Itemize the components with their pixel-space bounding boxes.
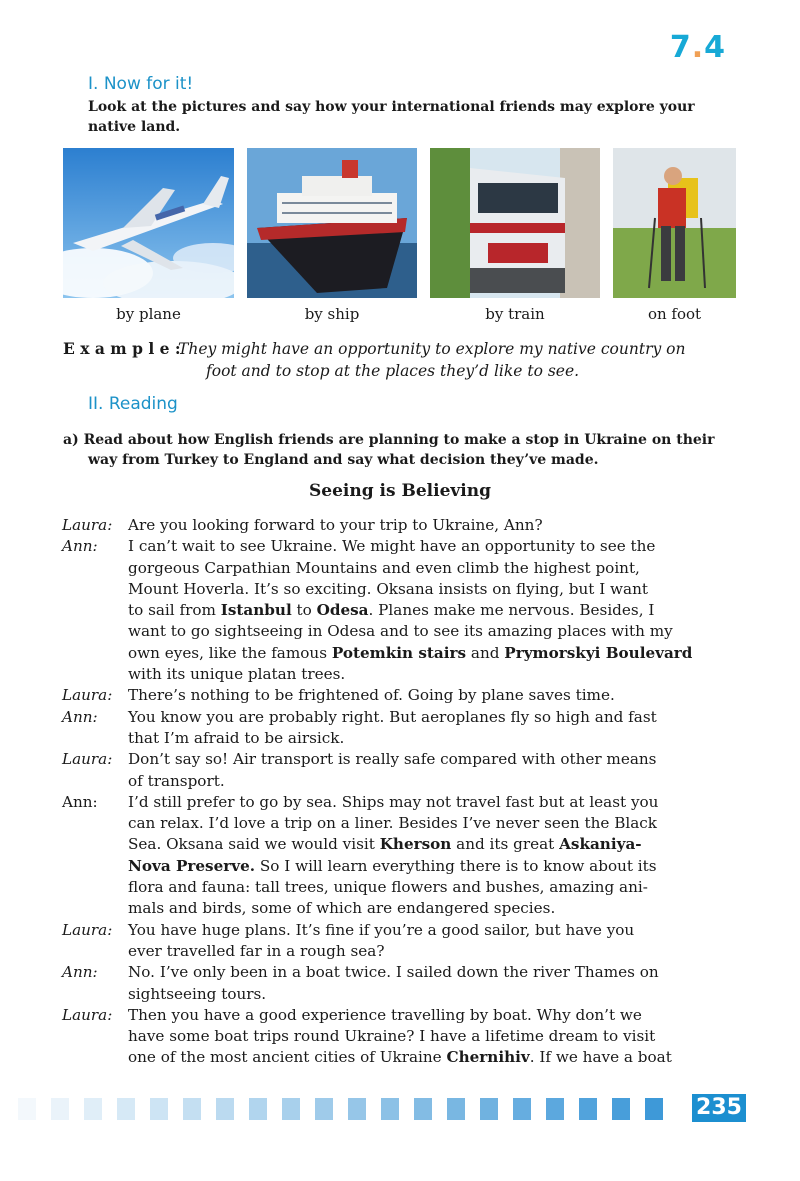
line-text: and [466, 643, 505, 662]
ship-photo [247, 148, 417, 298]
dialogue-line [62, 898, 738, 919]
line-text: Don’t say so! Air transport is really safe compared with other means [128, 750, 657, 769]
place-nova-preserve: Nova Preserve. [128, 856, 256, 875]
unit-marker: 7.4 [669, 30, 726, 65]
hiker-photo [613, 148, 736, 298]
example-line-2: foot and to stop at the places they’d like to see. [206, 362, 580, 380]
example-line-1: They might have an opportunity to explore my native country on [178, 340, 686, 358]
speaker-ann: Ann: [62, 537, 98, 556]
dialogue [62, 515, 738, 1069]
dialogue-line [62, 579, 738, 600]
footer-decoration [18, 1098, 688, 1120]
dialogue-line [62, 984, 738, 1005]
dialogue-line [62, 643, 738, 664]
line-text: You know you are probably right. But aeroplanes fly so high and fast [128, 707, 657, 726]
line-text: No. I’ve only been in a boat twice. I sailed down the river Thames on [128, 963, 659, 982]
caption-on-foot: on foot [647, 305, 702, 323]
line-text: and its great [451, 835, 560, 854]
dialogue-line [62, 920, 738, 941]
line-text: of transport. [128, 771, 225, 790]
dialogue-line [62, 1047, 738, 1068]
dialogue-line [62, 536, 738, 557]
line-text: can relax. I’d love a trip on a liner. Besides I’ve never seen the Black [128, 814, 657, 833]
speaker-laura: Laura: [62, 516, 113, 534]
dialogue-line [62, 707, 738, 728]
speaker-ann: Ann: [62, 707, 98, 726]
dialogue-line [62, 792, 738, 813]
speaker-laura: Laura: [62, 686, 113, 705]
dialogue-title: Seeing is Believing [309, 481, 491, 501]
line-text: to [291, 601, 317, 620]
line-text: There’s nothing to be frightened of. Going by plane saves time. [128, 686, 615, 705]
unit-sub: 4 [704, 30, 726, 65]
dialogue-line [62, 621, 738, 642]
line-text: So I will learn everything there is to know about its [255, 856, 657, 875]
dialogue-line [62, 728, 738, 749]
line-text: one of the most ancient cities of Ukraine [128, 1048, 447, 1067]
line-text: Sea. Oksana said we would visit [128, 835, 380, 854]
line-text: flora and fauna: tall trees, unique flowers and bushes, amazing ani- [128, 878, 648, 897]
line-text: gorgeous Carpathian Mountains and even climb the highest point, [128, 558, 640, 577]
line-text: ever travelled far in a rough sea? [128, 941, 385, 960]
dialogue-line [62, 771, 738, 792]
caption-by-train: by train [485, 305, 545, 323]
line-text: Mount Hoverla. It’s so exciting. Oksana insists on flying, but I want [128, 579, 648, 598]
line-text: . If we have a boat [529, 1048, 672, 1067]
plane-photo [63, 148, 234, 298]
dialogue-line [62, 877, 738, 898]
dialogue-line [62, 749, 738, 770]
line-text: own eyes, like the famous [128, 643, 332, 662]
dialogue-line [62, 515, 738, 536]
line-text: sightseeing tours. [128, 984, 267, 1003]
page-number: 235 [692, 1094, 746, 1122]
dialogue-line [62, 962, 738, 983]
dialogue-line [62, 941, 738, 962]
dialogue-line [62, 834, 738, 855]
dialogue-line [62, 1005, 738, 1026]
place-istanbul: Istanbul [220, 601, 292, 620]
dialogue-line [62, 558, 738, 579]
section1-instruction: Look at the pictures and say how your international friends may explore your native land. [88, 99, 695, 135]
caption-by-plane: by plane [116, 305, 181, 323]
place-askaniya: Askaniya- [559, 835, 642, 854]
speaker-ann: Ann: [62, 963, 98, 982]
line-text: . Planes make me nervous. Besides, I [368, 601, 655, 620]
line-text: with its unique platan trees. [128, 665, 346, 684]
dialogue-line [62, 1026, 738, 1047]
speaker-ann: Ann: [62, 792, 98, 811]
place-prymorskyi-boulevard: Prymorskyi Boulevard [504, 643, 693, 662]
line-text: want to go sightseeing in Odesa and to see its amazing places with my [128, 622, 673, 641]
line-text: I can’t wait to see Ukraine. We might have an opportunity to see the [128, 537, 656, 556]
unit-number: 7 [669, 30, 692, 65]
dialogue-line [62, 600, 738, 621]
example-label: E x a m p l e : [63, 339, 181, 358]
place-kherson: Kherson [379, 835, 452, 854]
dialogue-line [62, 664, 738, 685]
line-text: Then you have a good experience travelling by boat. Why don’t we [128, 1005, 642, 1024]
speaker-laura: Laura: [62, 750, 113, 769]
line-text: I’d still prefer to go by sea. Ships may not travel fast but at least you [128, 792, 659, 811]
line-text: that I’m afraid to be airsick. [128, 728, 345, 747]
dialogue-line [62, 813, 738, 834]
task-a-line-1: a) Read about how English friends are planning to make a stop in Ukraine on their [63, 432, 715, 448]
line-text: have some boat trips round Ukraine? I have a lifetime dream to visit [128, 1027, 656, 1046]
caption-by-ship: by ship [304, 305, 360, 323]
speaker-laura: Laura: [62, 920, 113, 939]
place-chernihiv: Chernihiv [446, 1048, 530, 1067]
task-a-line-2: way from Turkey to England and say what decision they’ve made. [88, 452, 599, 468]
section-title-now-for-it: I. Now for it! [88, 74, 194, 94]
dialogue-line [62, 856, 738, 877]
dialogue-line [62, 685, 738, 706]
speaker-laura: Laura: [62, 1005, 113, 1024]
place-potemkin-stairs: Potemkin stairs [331, 643, 467, 662]
section-title-reading: II. Reading [88, 394, 178, 414]
line-text: to sail from [128, 601, 221, 620]
line-text: You have huge plans. It’s fine if you’re a good sailor, but have you [128, 920, 635, 939]
line-text: mals and birds, some of which are endangered species. [128, 899, 556, 918]
place-odesa: Odesa [316, 601, 369, 620]
line-text: Are you looking forward to your trip to Ukraine, Ann? [128, 516, 543, 534]
train-photo [430, 148, 600, 298]
